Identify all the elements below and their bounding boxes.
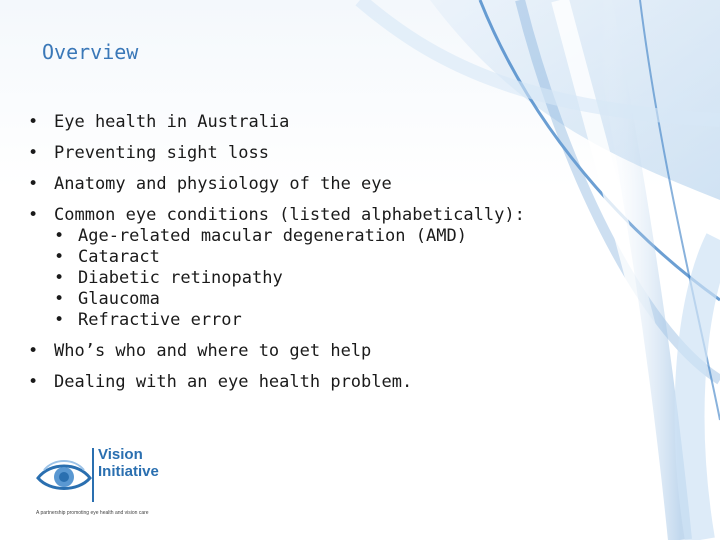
bullet-list	[28, 112, 668, 403]
logo-tagline: A partnership promoting eye health and vision care	[36, 510, 149, 516]
logo-wordmark	[98, 446, 159, 480]
bullet-item	[28, 205, 668, 331]
sub-bullet-item: • Diabetic retinopathy	[54, 268, 668, 289]
sub-bullet-item: • Refractive error	[54, 310, 668, 331]
logo-divider	[92, 448, 94, 502]
bullet-item	[28, 341, 668, 362]
vision-initiative-logo	[36, 444, 206, 524]
bullet-text: Eye health in Australia	[54, 112, 290, 132]
bullet-text: Common eye conditions (listed alphabetically):	[54, 205, 525, 225]
eye-icon	[36, 448, 92, 504]
bullet-text: Dealing with an eye health problem.	[54, 372, 413, 392]
bullet-text: Preventing sight loss	[54, 143, 269, 163]
bullet-item	[28, 143, 668, 164]
bullet-item	[28, 174, 668, 195]
logo-line-2: Initiative	[98, 463, 159, 480]
sub-bullet-item: • Cataract	[54, 247, 668, 268]
bullet-item	[28, 372, 668, 393]
bullet-text: Who’s who and where to get help	[54, 341, 372, 361]
sub-bullet-item: • Age-related macular degeneration (AMD)	[54, 226, 668, 247]
sub-bullet-item: • Glaucoma	[54, 289, 668, 310]
logo-line-1: Vision	[98, 446, 143, 463]
bullet-text: Anatomy and physiology of the eye	[54, 174, 392, 194]
bullet-item	[28, 112, 668, 133]
sub-bullet-list	[54, 226, 668, 331]
slide-title: Overview	[42, 40, 139, 64]
